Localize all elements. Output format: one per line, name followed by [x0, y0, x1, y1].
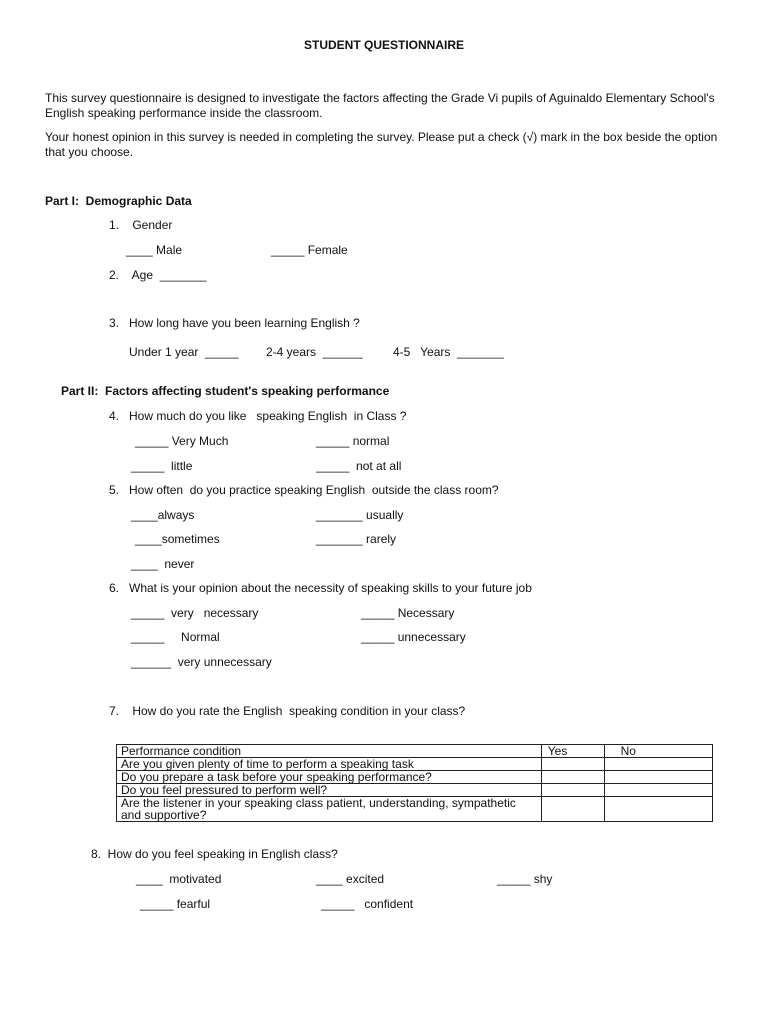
- q5-option[interactable]: ____always: [131, 508, 195, 522]
- table-cell-condition: Are the listener in your speaking class patient, understanding, sympathetic and supportive?: [117, 797, 542, 822]
- table-cell-yes[interactable]: [541, 784, 604, 797]
- q5-question: 5. How often do you practice speaking English outside the class room?: [109, 483, 499, 497]
- q5-option[interactable]: _______ rarely: [316, 532, 397, 546]
- q4-option[interactable]: _____ not at all: [316, 459, 402, 473]
- q1-option-male[interactable]: ____ Male: [126, 243, 183, 257]
- table-row: [117, 784, 713, 797]
- q3-learning-duration: 3. How long have you been learning English ?: [109, 316, 360, 330]
- speaking-condition-table: [116, 744, 713, 822]
- table-cell-condition: Do you prepare a task before your speaking performance?: [117, 771, 542, 784]
- q8-option[interactable]: ____ excited: [316, 872, 385, 886]
- table-cell-no[interactable]: [604, 758, 712, 771]
- q7-question: 7. How do you rate the English speaking condition in your class?: [109, 704, 466, 718]
- q6-option[interactable]: _____ Normal: [131, 630, 220, 644]
- table-header: No: [604, 745, 712, 758]
- q6-option[interactable]: _____ Necessary: [361, 606, 455, 620]
- q6-option[interactable]: _____ very necessary: [131, 606, 259, 620]
- q3-option-2-4[interactable]: 2-4 years ______: [266, 345, 363, 359]
- q6-option[interactable]: _____ unnecessary: [361, 630, 466, 644]
- table-cell-condition: Are you given plenty of time to perform a speaking task: [117, 758, 542, 771]
- q8-option[interactable]: ____ motivated: [136, 872, 222, 886]
- q6-question: 6. What is your opinion about the necessity of speaking skills to your future job: [109, 581, 532, 595]
- table-cell-no[interactable]: [604, 784, 712, 797]
- part2-heading: Part II: Factors affecting student's speaking performance: [61, 384, 390, 398]
- table-header: Performance condition: [117, 745, 542, 758]
- q1-gender: 1. Gender: [109, 218, 173, 232]
- q8-option[interactable]: _____ shy: [497, 872, 553, 886]
- table-row: [117, 758, 713, 771]
- table-header: Yes: [541, 745, 604, 758]
- q3-option-under-1[interactable]: Under 1 year _____: [129, 345, 239, 359]
- q4-option[interactable]: _____ normal: [316, 434, 390, 448]
- q6-option[interactable]: ______ very unnecessary: [131, 655, 272, 669]
- part1-heading: Part I: Demographic Data: [45, 194, 192, 208]
- q5-option[interactable]: _______ usually: [316, 508, 404, 522]
- q4-question: 4. How much do you like speaking English in Class ?: [109, 409, 407, 423]
- table-cell-yes[interactable]: [541, 797, 604, 822]
- table-cell-condition: Do you feel pressured to perform well?: [117, 784, 542, 797]
- table-cell-yes[interactable]: [541, 771, 604, 784]
- q4-option[interactable]: _____ little: [131, 459, 193, 473]
- instructions-paragraph: Your honest opinion in this survey is needed in completing the survey. Please put a check (√) mark in the box beside the option that you choose.: [45, 130, 718, 159]
- q8-option[interactable]: _____ fearful: [140, 897, 211, 911]
- q8-question: 8. How do you feel speaking in English class?: [91, 847, 338, 861]
- q4-option[interactable]: _____ Very Much: [135, 434, 229, 448]
- q3-option-4-5[interactable]: 4-5 Years _______: [393, 345, 504, 359]
- q1-option-female[interactable]: _____ Female: [271, 243, 348, 257]
- q2-age[interactable]: 2. Age _______: [109, 268, 207, 282]
- q8-option[interactable]: _____ confident: [321, 897, 414, 911]
- table-cell-no[interactable]: [604, 797, 712, 822]
- q5-option[interactable]: ____sometimes: [135, 532, 220, 546]
- table-cell-yes[interactable]: [541, 758, 604, 771]
- table-header-row: [117, 745, 713, 758]
- table-cell-no[interactable]: [604, 771, 712, 784]
- table-row: [117, 771, 713, 784]
- q5-option[interactable]: ____ never: [131, 557, 195, 571]
- page-title: STUDENT QUESTIONNAIRE: [303, 38, 464, 52]
- intro-paragraph: This survey questionnaire is designed to investigate the factors affecting the Grade Vi pupils of Aguinaldo Elementary School's English speaking performance inside the classroom.: [45, 91, 715, 120]
- table-row: [117, 797, 713, 822]
